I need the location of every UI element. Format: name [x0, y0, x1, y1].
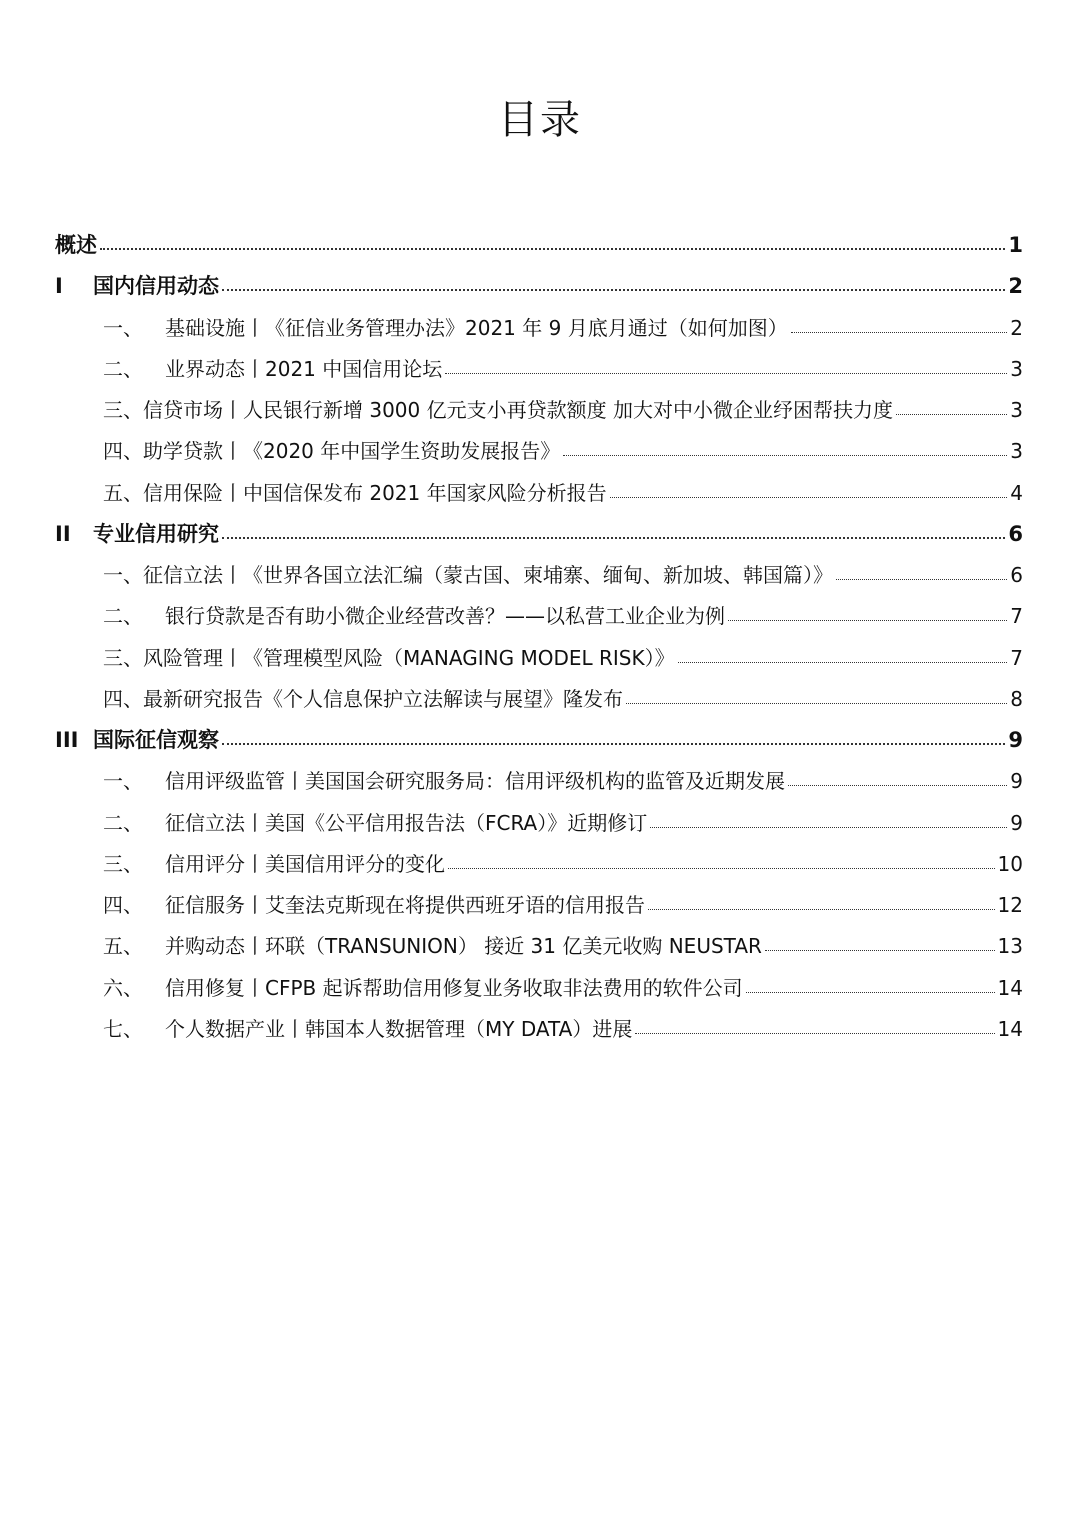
- dot-leader: [222, 535, 1005, 539]
- toc-entry-title: 信用修复丨CFPB 起诉帮助信用修复业务收取非法费用的软件公司: [165, 975, 743, 1000]
- toc-entry-number: 五、: [103, 934, 143, 959]
- toc-entry-number: 四、: [103, 439, 143, 464]
- table-of-contents: [55, 225, 1023, 1050]
- toc-entry-number: 四、: [103, 893, 143, 917]
- toc-entry-title: 国际征信观察: [93, 728, 219, 752]
- toc-page-number: 7: [1010, 604, 1023, 629]
- dot-leader: [626, 701, 1007, 704]
- toc-subsection[interactable]: [55, 679, 1023, 720]
- dot-leader: [650, 825, 1007, 828]
- toc-entry-title: 概述: [55, 233, 97, 257]
- toc-subsection[interactable]: [55, 803, 1023, 844]
- toc-entry-title: 国内信用动态: [93, 274, 219, 299]
- toc-page-number: 7: [1010, 645, 1023, 670]
- toc-section[interactable]: [55, 266, 1023, 307]
- toc-page-number: 8: [1010, 686, 1023, 711]
- toc-entry-title: 征信立法丨《世界各国立法汇编（蒙古国、柬埔寨、缅甸、新加坡、韩国篇）》: [143, 563, 833, 587]
- dot-leader: [635, 1031, 994, 1034]
- toc-page-number: 6: [1008, 521, 1023, 546]
- toc-entry-title: 银行贷款是否有助小微企业经营改善？——以私营工业企业为例: [165, 604, 725, 629]
- toc-page-number: 9: [1010, 810, 1023, 835]
- toc-entry-number: 二、: [103, 810, 143, 835]
- toc-entry-number: 一、: [103, 563, 143, 587]
- toc-section[interactable]: [55, 720, 1023, 761]
- toc-subsection[interactable]: [55, 844, 1023, 885]
- toc-page-number: 3: [1010, 356, 1023, 381]
- toc-entry-number: 三、: [103, 645, 143, 670]
- toc-entry-title: 征信服务丨艾奎法克斯现在将提供西班牙语的信用报告: [165, 893, 645, 917]
- toc-page-number: 2: [1010, 315, 1023, 340]
- toc-subsection[interactable]: [55, 968, 1023, 1009]
- toc-subsection[interactable]: [55, 761, 1023, 802]
- dot-leader: [222, 741, 1005, 745]
- toc-subsection[interactable]: [55, 473, 1023, 514]
- toc-entry-number: 三、: [103, 851, 143, 876]
- toc-page-number: 6: [1010, 563, 1023, 587]
- toc-entry-title: 专业信用研究: [93, 521, 219, 546]
- dot-leader: [728, 618, 1007, 621]
- toc-entry-title: 风险管理丨《管理模型风险（MANAGING MODEL RISK）》: [143, 645, 675, 670]
- toc-entry-title: 最新研究报告《个人信息保护立法解读与展望》隆发布: [143, 686, 623, 711]
- toc-page-number: 3: [1010, 439, 1023, 464]
- dot-leader: [678, 660, 1008, 663]
- toc-entry-number: III: [55, 728, 79, 752]
- dot-leader: [648, 907, 995, 910]
- dot-leader: [791, 330, 1008, 333]
- dot-leader: [836, 577, 1007, 580]
- toc-entry-number: 七、: [103, 1016, 143, 1041]
- toc-entry-number: 三、: [103, 398, 143, 422]
- toc-page-number: 1: [1008, 233, 1023, 257]
- toc-subsection[interactable]: [55, 926, 1023, 967]
- toc-entry-number: 四、: [103, 686, 143, 711]
- toc-subsection[interactable]: [55, 1009, 1023, 1050]
- dot-leader: [746, 990, 995, 993]
- toc-subsection[interactable]: [55, 885, 1023, 926]
- toc-section[interactable]: [55, 225, 1023, 266]
- dot-leader: [610, 495, 1008, 498]
- toc-page-number: 13: [997, 934, 1023, 959]
- toc-page-number: 3: [1010, 398, 1023, 422]
- dot-leader: [100, 246, 1005, 250]
- toc-entry-number: 五、: [103, 480, 143, 505]
- toc-entry-number: 六、: [103, 975, 143, 1000]
- toc-entry-title: 基础设施丨《征信业务管理办法》2021 年 9 月底月通过（如何加图）: [165, 315, 788, 340]
- dot-leader: [222, 287, 1005, 291]
- toc-subsection[interactable]: [55, 308, 1023, 349]
- toc-page-number: 9: [1010, 769, 1023, 794]
- toc-page-number: 10: [997, 851, 1023, 876]
- toc-page-number: 4: [1010, 480, 1023, 505]
- dot-leader: [563, 453, 1007, 456]
- toc-page-number: 14: [997, 975, 1023, 1000]
- toc-entry-number: 二、: [103, 604, 143, 629]
- page-title: 目录: [498, 97, 582, 143]
- toc-entry-title: 信用评分丨美国信用评分的变化: [165, 851, 445, 876]
- dot-leader: [448, 866, 995, 869]
- dot-leader: [788, 783, 1007, 786]
- toc-section[interactable]: [55, 514, 1023, 555]
- toc-page-number: 9: [1008, 728, 1023, 752]
- toc-entry-number: 二、: [103, 356, 143, 381]
- toc-page-number: 12: [997, 893, 1023, 917]
- toc-entry-title: 征信立法丨美国《公平信用报告法（FCRA）》近期修订: [165, 810, 648, 835]
- toc-page-number: 2: [1008, 274, 1023, 299]
- toc-subsection[interactable]: [55, 349, 1023, 390]
- toc-entry-title: 信用评级监管丨美国国会研究服务局：信用评级机构的监管及近期发展: [165, 769, 785, 794]
- toc-entry-title: 信贷市场丨人民银行新增 3000 亿元支小再贷款额度 加大对中小微企业纾困帮扶力度: [143, 398, 893, 422]
- toc-entry-number: I: [55, 274, 63, 299]
- toc-entry-number: II: [55, 521, 71, 546]
- toc-entry-number: 一、: [103, 769, 143, 794]
- toc-subsection[interactable]: [55, 596, 1023, 637]
- toc-entry-title: 并购动态丨环联（TRANSUNION） 接近 31 亿美元收购 NEUSTAR: [165, 934, 762, 959]
- toc-entry-title: 信用保险丨中国信保发布 2021 年国家风险分析报告: [143, 480, 607, 505]
- toc-subsection[interactable]: [55, 638, 1023, 679]
- dot-leader: [896, 412, 1007, 415]
- toc-entry-number: 一、: [103, 315, 143, 340]
- toc-entry-title: 个人数据产业丨韩国本人数据管理（MY DATA）进展: [165, 1016, 633, 1041]
- toc-subsection[interactable]: [55, 390, 1023, 431]
- toc-subsection[interactable]: [55, 431, 1023, 472]
- dot-leader: [765, 948, 995, 951]
- toc-page-number: 14: [997, 1016, 1023, 1041]
- dot-leader: [445, 371, 1007, 374]
- toc-subsection[interactable]: [55, 555, 1023, 596]
- toc-entry-title: 助学贷款丨《2020 年中国学生资助发展报告》: [143, 439, 561, 464]
- toc-entry-title: 业界动态丨2021 中国信用论坛: [165, 356, 443, 381]
